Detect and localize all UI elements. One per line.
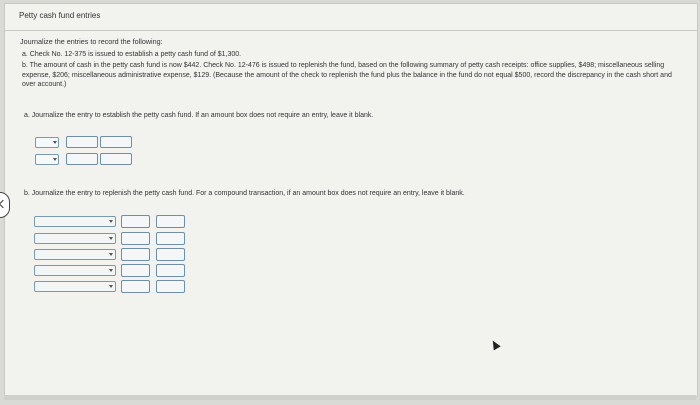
part-a-label: a. Journalize the entry to establish the petty cash fund. If an amount box does not require an entry, leave it blank.: [24, 112, 374, 119]
page-title: Petty cash fund entries: [19, 11, 101, 20]
chevron-left-icon: [0, 200, 7, 208]
chevron-down-icon: [109, 237, 113, 240]
chevron-down-icon: [109, 285, 113, 288]
title-bar: [5, 4, 697, 31]
credit-input[interactable]: [156, 264, 185, 277]
credit-input[interactable]: [100, 153, 132, 165]
mouse-cursor-icon: [489, 339, 500, 351]
credit-input[interactable]: [100, 136, 132, 148]
debit-input[interactable]: [121, 215, 150, 228]
instruction-item-a: a. Check No. 12-375 is issued to establish a petty cash fund of $1,300.: [22, 51, 242, 58]
account-select[interactable]: [34, 281, 116, 292]
debit-input[interactable]: [66, 136, 98, 148]
credit-input[interactable]: [156, 232, 185, 245]
chevron-down-icon: [53, 158, 57, 161]
debit-input[interactable]: [121, 280, 150, 293]
question-panel: [4, 3, 698, 397]
chevron-down-icon: [53, 141, 57, 144]
account-select[interactable]: [34, 249, 116, 260]
credit-input[interactable]: [156, 215, 185, 228]
instruction-item-b: b. The amount of cash in the petty cash fund is now $442. Check No. 12-476 is issued to replenish the fund, based on the following summary of petty cash receipts: office supplies, $498; miscellaneous selling expense, $206; miscellaneous administrative expense, $129. (Because the amount of the check to replenish the fund plus the balance in the fund do not equal $500, record the discrepancy in the cash short and over account.): [22, 62, 672, 88]
account-select[interactable]: [34, 233, 116, 244]
debit-input[interactable]: [66, 153, 98, 165]
credit-input[interactable]: [156, 248, 185, 261]
instructions-intro: Journalize the entries to record the following:: [20, 37, 163, 46]
credit-input[interactable]: [156, 280, 185, 293]
debit-input[interactable]: [121, 248, 150, 261]
debit-input[interactable]: [121, 264, 150, 277]
part-b-label: b. Journalize the entry to replenish the petty cash fund. For a compound transaction, if an amount box does not require an entry, leave it blank.: [24, 190, 465, 197]
bottom-scrollbar[interactable]: [4, 395, 696, 400]
chevron-down-icon: [109, 220, 113, 223]
account-select[interactable]: [35, 154, 59, 165]
account-select[interactable]: [34, 265, 116, 276]
chevron-down-icon: [109, 253, 113, 256]
account-select[interactable]: [34, 216, 116, 227]
account-select[interactable]: [35, 137, 59, 148]
debit-input[interactable]: [121, 232, 150, 245]
chevron-down-icon: [109, 269, 113, 272]
